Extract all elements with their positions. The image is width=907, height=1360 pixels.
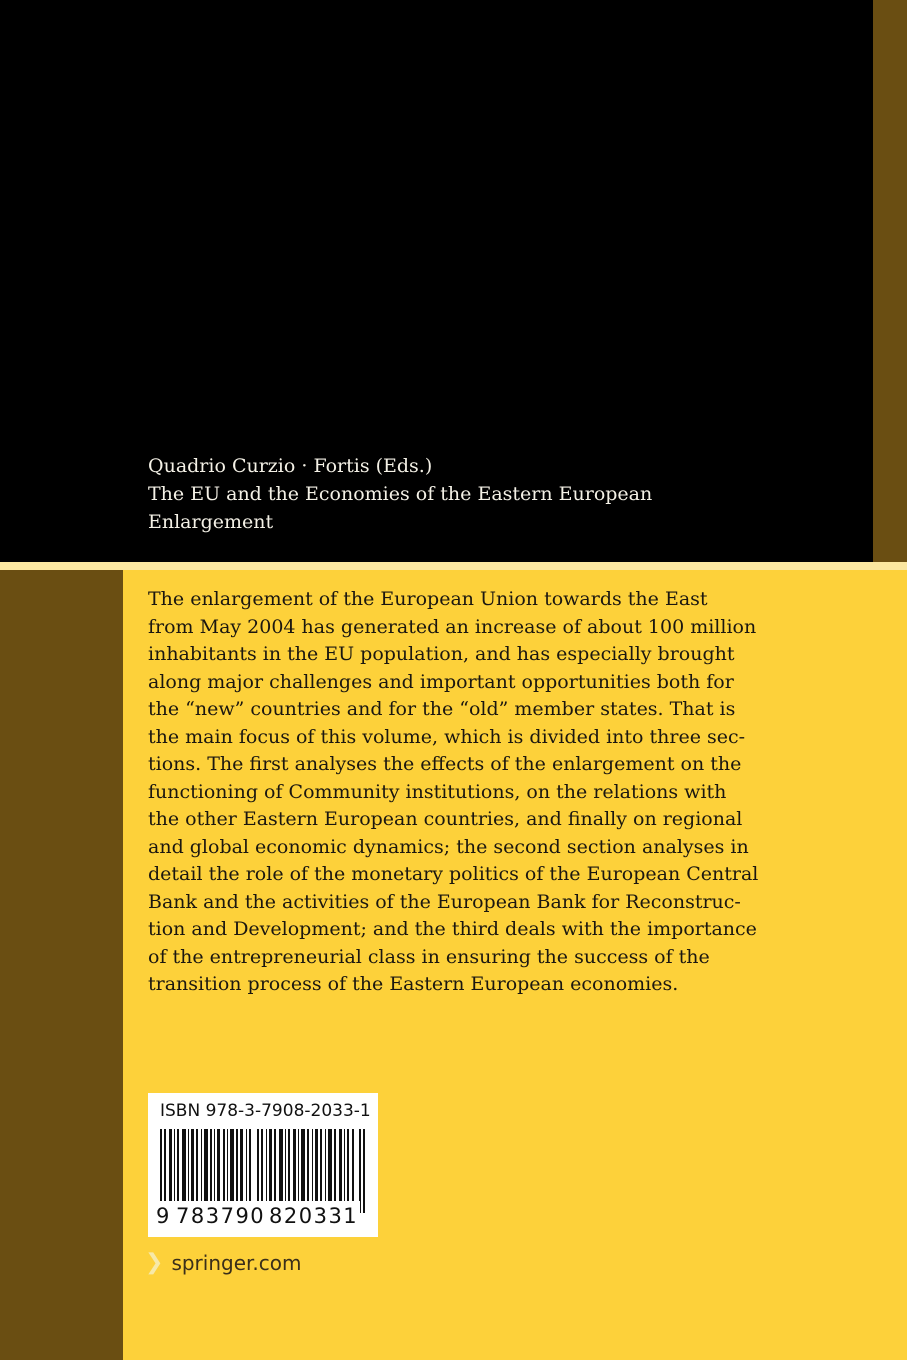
editors: Quadrio Curzio · Fortis (Eds.) <box>148 455 433 477</box>
description-line: along major challenges and important opportunities both for <box>148 670 734 693</box>
description-line: tion and Development; and the third deals with the importance <box>148 918 757 940</box>
description-line: and global economic dynamics; the second section analyses in <box>148 835 749 858</box>
description-line: The enlargement of the European Union towards the East <box>148 588 708 610</box>
description-line: from May 2004 has generated an increase of about 100 million <box>148 615 757 638</box>
chevron-right-icon: ❯ <box>145 1250 164 1275</box>
book-title-line-1: The EU and the Economies of the Eastern European <box>148 483 653 505</box>
barcode-digits <box>152 1201 374 1231</box>
cover-right-brown-strip <box>873 0 907 562</box>
description-line: functioning of Community institutions, on the relations with <box>148 780 727 803</box>
description-line: the main focus of this volume, which is divided into three sec- <box>148 725 746 748</box>
barcode-digits-group-2: 820331 <box>267 1201 360 1231</box>
description-line: the other Eastern European countries, and finally on regional <box>148 808 743 830</box>
description-line: tions. The first analyses the effects of the enlargement on the <box>148 753 742 775</box>
publisher-url: springer.com <box>171 1251 302 1275</box>
description-line: inhabitants in the EU population, and has especially brought <box>148 643 735 665</box>
barcode-digits-group-1: 783790 <box>174 1201 267 1231</box>
publisher-link[interactable] <box>145 1248 301 1278</box>
description-line: Bank and the activities of the European Bank for Reconstruc- <box>148 890 741 913</box>
barcode-digit-prefix: 9 <box>156 1201 169 1231</box>
description-line: of the entrepreneurial class in ensuring the success of the <box>148 945 710 968</box>
isbn-number: ISBN 978-3-7908-2033-1 <box>160 1101 371 1121</box>
description-line: detail the role of the monetary politics of the European Central <box>148 863 759 885</box>
cover-left-brown-strip <box>0 570 123 1360</box>
description-line: the “new” countries and for the “old” member states. That is <box>148 698 736 720</box>
book-title-line-2: Enlargement <box>148 511 274 533</box>
cover-header <box>148 452 848 536</box>
isbn-barcode-box <box>148 1093 378 1237</box>
cover-divider-line <box>0 562 907 570</box>
description-line: transition process of the Eastern European economies. <box>148 973 679 995</box>
book-description <box>148 586 768 999</box>
